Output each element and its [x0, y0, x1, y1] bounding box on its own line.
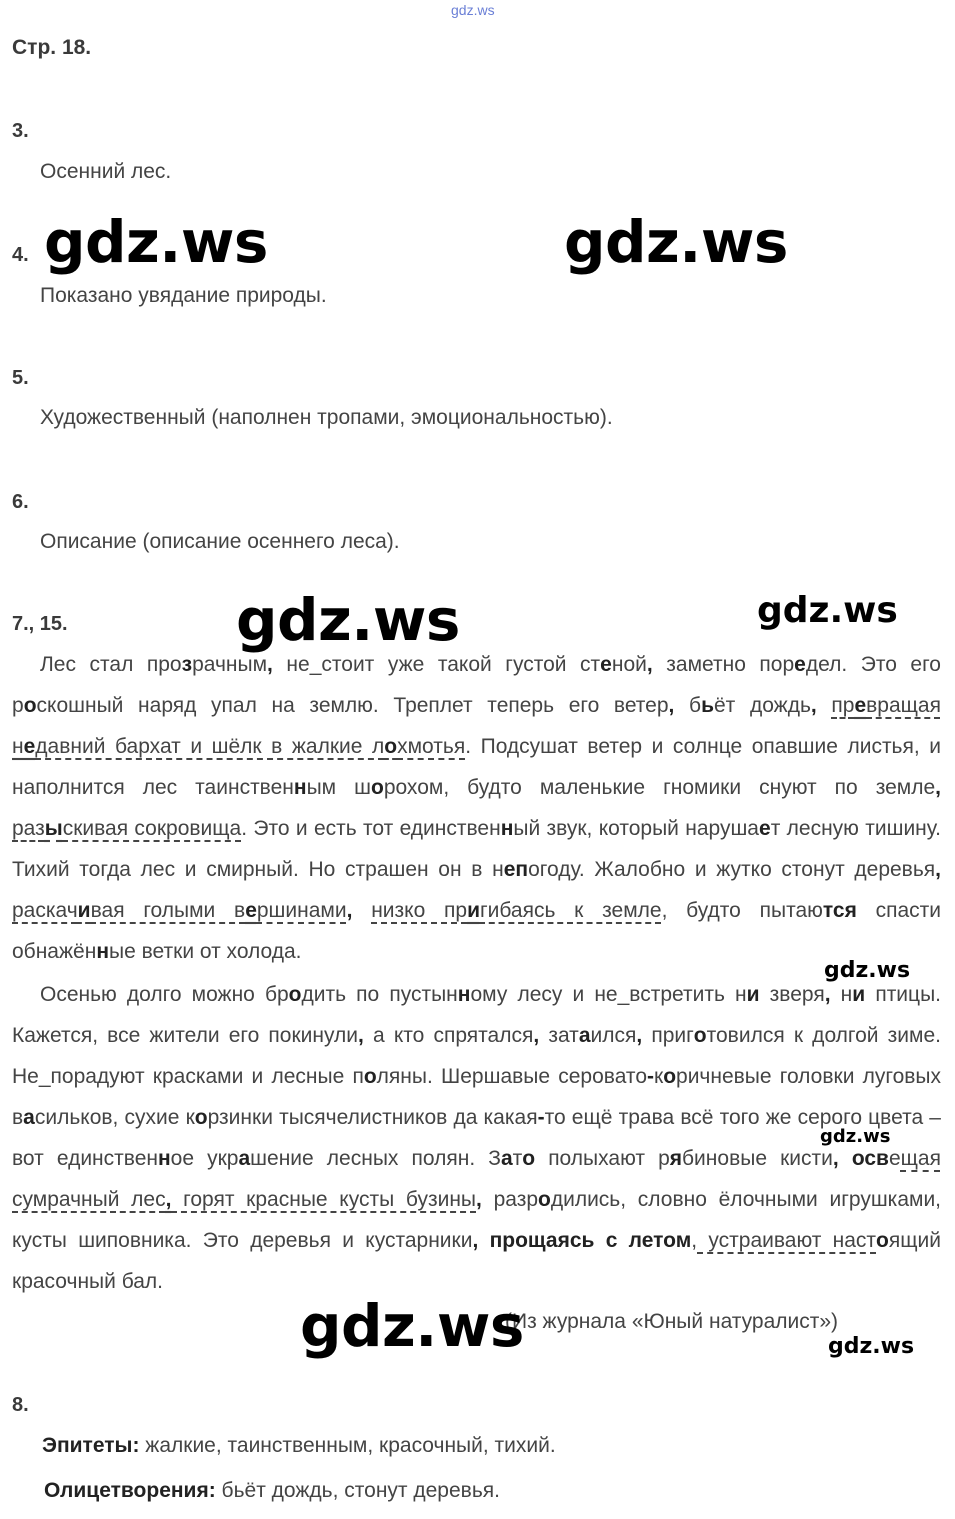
- watermark-7: gdz.ws: [300, 1292, 524, 1360]
- participle-phrase: щая сумрачный лес, горят красные кусты бузины: [12, 1147, 941, 1211]
- watermark-3: gdz.ws: [236, 586, 460, 654]
- participle-phrase: превращая недавний бархат и шёлк в жалкие лохмотья: [12, 694, 941, 758]
- watermark-1: gdz.ws: [44, 208, 268, 276]
- task-answer-3: Осенний лес.: [40, 160, 172, 183]
- task-answer-5: Художественный (наполнен тропами, эмоциональностью).: [40, 406, 613, 429]
- watermark-2: gdz.ws: [564, 208, 788, 276]
- watermark-6: gdz.ws: [820, 1126, 891, 1147]
- source-citation: (Из журнала «Юный натуралист»): [505, 1310, 839, 1333]
- personification-list: бьёт дождь, стонут деревья.: [215, 1479, 500, 1502]
- watermark-top: gdz.ws: [451, 2, 495, 18]
- epithets-label: Эпитеты:: [42, 1434, 140, 1457]
- watermark-5: gdz.ws: [824, 958, 911, 983]
- task-number-8: 8.: [12, 1394, 29, 1416]
- task-number-7-15: 7., 15.: [12, 613, 68, 635]
- participle-phrase: устраивают наст: [697, 1229, 877, 1252]
- epithets-line: [42, 1434, 556, 1458]
- epithets-list: жалкие, таинственным, красочный, тихий.: [139, 1434, 556, 1457]
- task-number-5: 5.: [12, 367, 29, 389]
- personification-label: Олицетворения:: [44, 1479, 216, 1502]
- task-number-4: 4.: [12, 244, 29, 266]
- task-answer-6: Описание (описание осеннего леса).: [40, 530, 400, 553]
- participle-phrase: раскачивая голыми вершинами: [12, 899, 347, 922]
- watermark-8: gdz.ws: [828, 1334, 915, 1359]
- task-number-6: 6.: [12, 491, 29, 513]
- page-title: Стр. 18.: [12, 36, 92, 59]
- participle-phrase: низко пригибаясь к земле: [371, 899, 662, 922]
- text-paragraph-2: Осенью долго можно бродить по пустынному лесу и не_встретить ни зверя, ни птицы. Кажется, все жители его покинули, а кто спрятался, затаился, приготовился к долгой зиме. Не_порадуют красками и лесные поляны. Шершавые серовато-коричневые головки луговых васильков, сухие корзинки тысячелистников да какая-то ещё трава всё того же серого цвета – вот единственное украшение лесных полян. Зато полыхают рябиновые кисти, освещая сумрачный лес, горят красные кусты бузины, разродились, словно ёлочными игрушками, кусты шиповника. Это деревья и кустарники, прощаясь с летом, устраивают настоящий красочный бал.: [12, 983, 942, 1293]
- participle-phrase: разыскивая сокровища: [12, 817, 242, 840]
- watermark-4: gdz.ws: [757, 590, 898, 631]
- task-number-3: 3.: [12, 120, 29, 142]
- task-answer-4: Показано увядание природы.: [40, 284, 327, 307]
- personification-line: [44, 1479, 500, 1503]
- text-paragraph-1: Лес стал прозрачным, не_стоит уже такой густой стеной, заметно поредел. Это его роскошный наряд упал на землю. Треплет теперь его ветер, бьёт дождь, превращая недавний бархат и шёлк в жалкие лохмотья. Подсушат ветер и солнце опавшие листья, и наполнится лес таинственным шорохом, будто маленькие гномики снуют по земле, разыскивая сокровища. Это и есть тот единственный звук, который нарушает лесную тишину. Тихий тогда лес и смирный. Но страшен он в непогоду. Жалобно и жутко стонут деревья, раскачивая голыми вершинами, низко пригибаясь к земле, будто пытаются спасти обнажённые ветки от холода.: [12, 653, 942, 963]
